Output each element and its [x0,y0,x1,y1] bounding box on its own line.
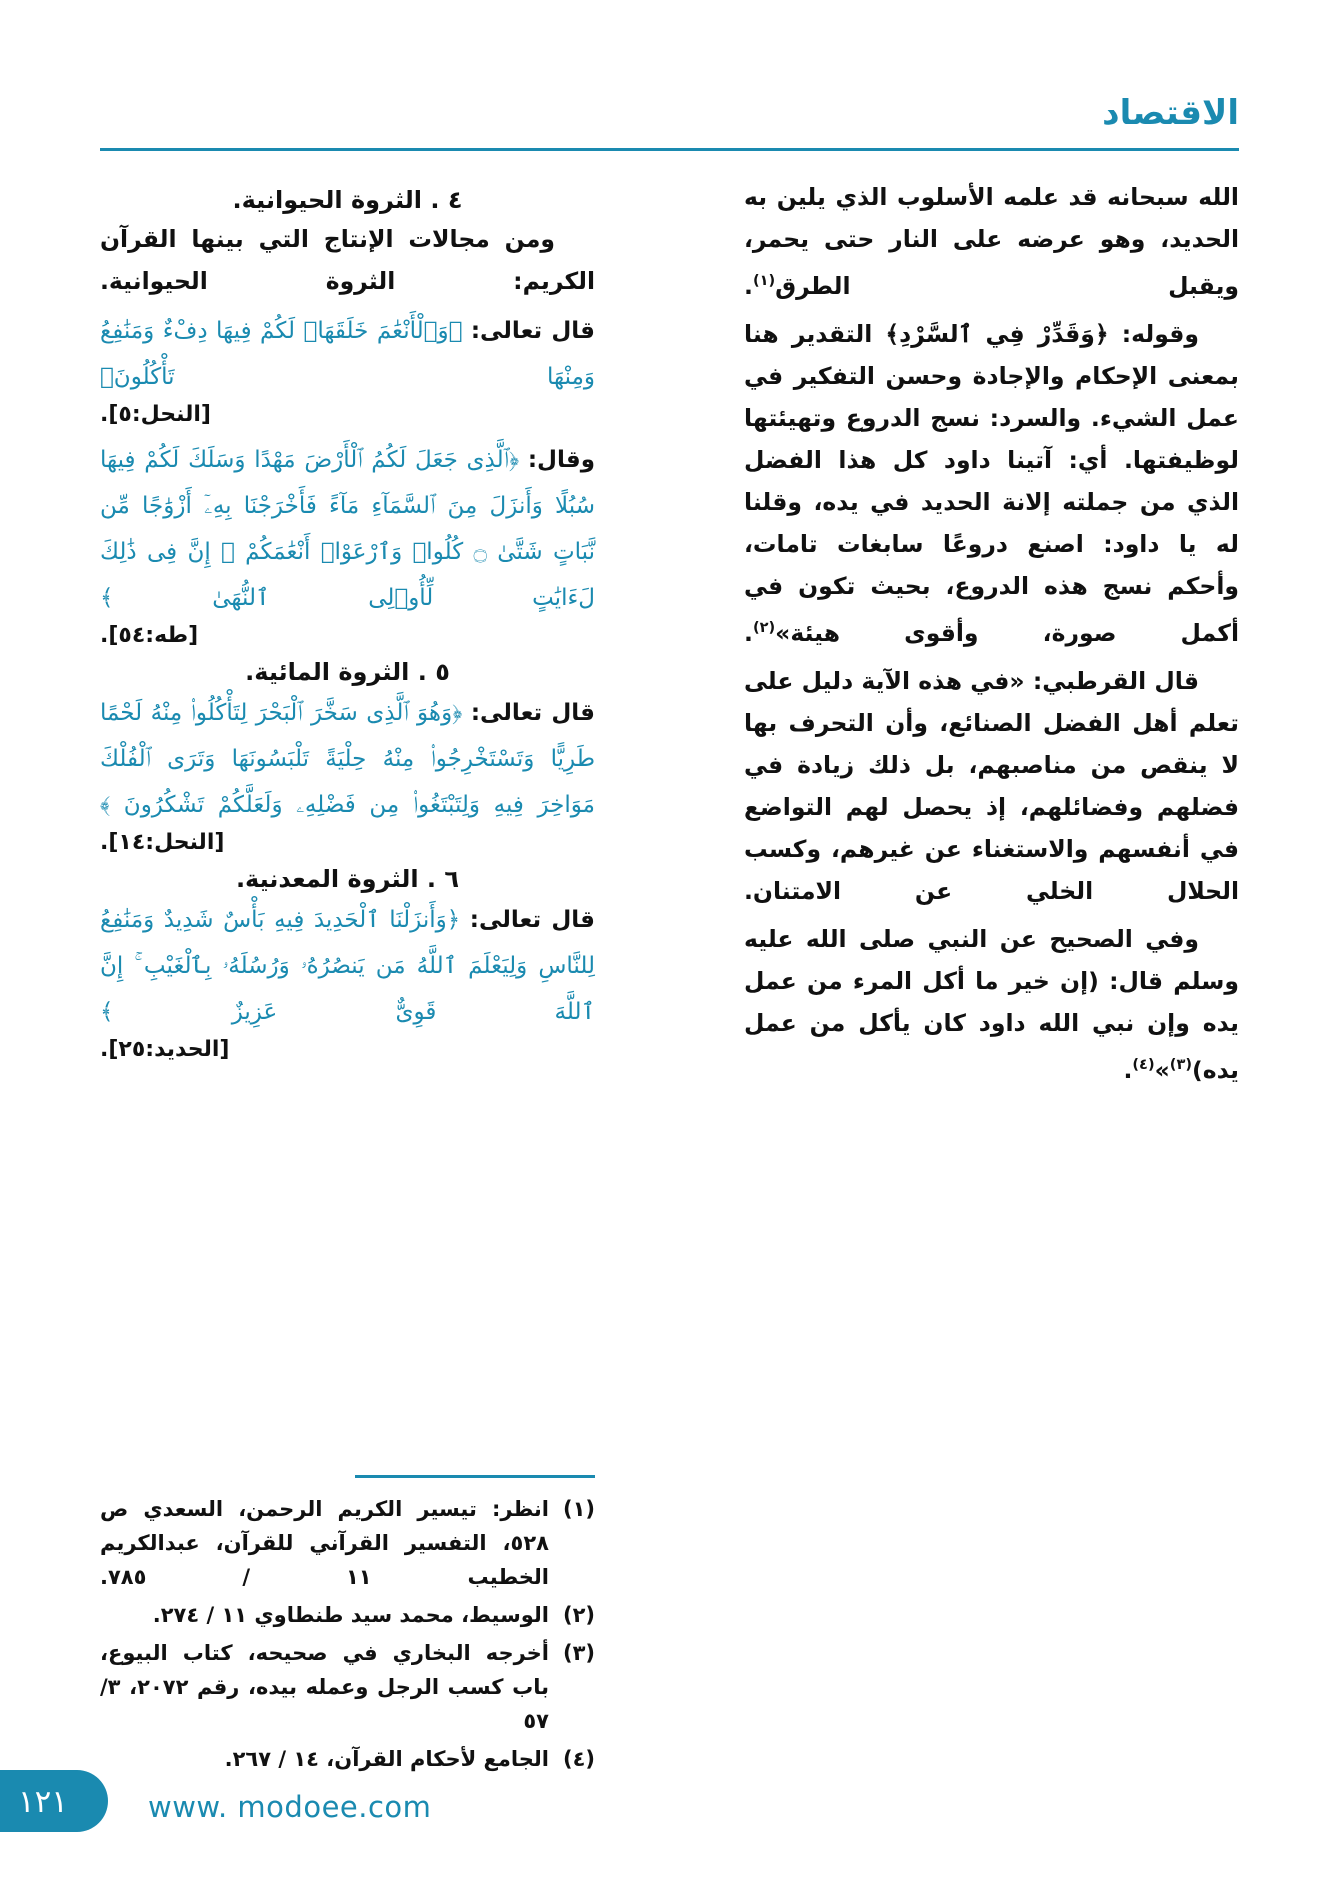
paragraph-4 [744,918,1239,1091]
section-heading-4: ٤ . الثروة الحيوانية. [232,186,463,214]
footnote-item [100,1492,595,1594]
footnote-text: أخرجه البخاري في صحيحه، كتاب البيوع، باب كسب الرجل وعمله بيده، رقم ٢٠٧٢، ٣/ ٥٧ [100,1641,549,1733]
page-header [100,93,1239,152]
footnote-text: الجامع لأحكام القرآن، ١٤ / ٢٦٧. [224,1747,549,1771]
section-4-intro: ومن مجالات الإنتاج التي بينها القرآن الكريم: الثروة الحيوانية. [100,225,595,295]
paragraph-4-tail: . [1123,1055,1133,1084]
two-column-body [100,176,1239,1606]
paragraph-1-text: الله سبحانه قد علمه الأسلوب الذي يلين به الحديد، وهو عرضه على النار حتى يحمر، ويقبل الطرق [744,183,1239,300]
footnote-marker-1: (١) [752,272,776,289]
ayah-3: ﴿وَهُوَ ٱلَّذِى سَخَّرَ ٱلْبَحْرَ لِتَأْكُلُوا۟ مِنْهُ لَحْمًا طَرِيًّا وَتَسْتَخْرِجُوا۟ مِنْهُ حِلْيَةً تَلْبَسُونَهَا وَتَرَى ٱلْفُلْكَ مَوَاخِرَ فِيهِ وَلِتَبْتَغُوا۟ مِن فَضْلِهِۦ وَلَعَلَّكُمْ تَشْكُرُونَ ﴾ [100,700,595,818]
quote-lead-3: قال تعالى: [470,700,595,726]
paragraph-1-tail: . [744,271,753,300]
footnotes-block [100,1475,595,1780]
ayah-4: ﴿وَأَنزَلْنَا ٱلْحَدِيدَ فِيهِ بَأْسٌ شَدِيدٌ وَمَنَٰفِعُ لِلنَّاسِ وَلِيَعْلَمَ ٱللَّهُ مَن يَنصُرُهُۥ وَرُسُلَهُۥ بِٱلْغَيْبِ ۚ إِنَّ ٱللَّهَ قَوِىٌّ عَزِيزٌ ﴾ [100,907,595,1025]
footnote-item [100,1598,595,1632]
footnote-item [100,1636,595,1738]
quran-quote-2 [100,437,595,621]
ayah-1: ﴿وَٱلْأَنْعَٰمَ خَلَقَهَاۗ لَكُمْ فِيهَا دِفْءٌ وَمَنَٰفِعُ وَمِنْهَا تَأْكُلُونَ﴾ [100,318,595,390]
paragraph-2 [744,313,1239,654]
quote-lead-4: قال تعالى: [469,907,595,933]
quote-lead-1: قال تعالى: [470,318,595,344]
column-left [100,176,595,1072]
section-heading-6: ٦ . الثروة المعدنية. [235,865,460,893]
page-title: الاقتصاد [1102,93,1239,133]
paragraph-1 [744,176,1239,307]
footnote-text: انظر: تيسير الكريم الرحمن، السعدي ص ٥٢٨، التفسير القرآني للقرآن، عبدالكريم الخطيب ١١ / ٧٨٥. [100,1497,549,1589]
ayah-ref-4: [الحديد:٢٥]. [100,1037,230,1062]
footnote-number: (٢) [562,1603,595,1627]
footnote-text: الوسيط، محمد سيد طنطاوي ١١ / ٢٧٤. [152,1603,549,1627]
site-url[interactable]: www. modoee.com [148,1790,432,1824]
paragraph-3 [744,660,1239,912]
quran-quote-3 [100,690,595,828]
paragraph-2-tail: . [744,618,753,647]
ayah-ref-3: [النحل:١٤]. [100,830,225,855]
quote-lead-2: وقال: [527,447,596,473]
footnote-marker-4: (٤) [1132,1055,1155,1073]
page-number: ١٢١ [18,1784,68,1820]
ayah-2: ﴿ٱلَّذِى جَعَلَ لَكُمُ ٱلْأَرْضَ مَهْدًا وَسَلَكَ لَكُمْ فِيهَا سُبُلًا وَأَنزَلَ مِنَ ٱلسَّمَآءِ مَآءً فَأَخْرَجْنَا بِهِۦٓ أَزْوَٰجًا مِّن نَّبَاتٍ شَتَّىٰ ۝ كُلُوا۟ وَٱرْعَوْا۟ أَنْعَٰمَكُمْ ۗ إِنَّ فِى ذَٰلِكَ لَءَايَٰتٍ لِّأُو۟لِى ٱلنُّهَىٰ ﴾ [100,447,595,611]
footnote-number: (٤) [562,1747,595,1771]
footnote-number: (٣) [562,1641,595,1665]
section-heading-5: ٥ . الثروة المائية. [245,658,450,686]
column-right [744,176,1239,1096]
paragraph-2-text: وقوله: ﴿وَقَدِّرْ فِي ٱلسَّرْدِ﴾ التقدير هنا بمعنى الإحكام والإجادة وحسن التفكير في عمل الشيء. والسرد: نسج الدروع وتهيئتها لوظيفتها. أي: آتينا داود كل هذا الفضل الذي من جملته إلانة الحديد في يده، وقلنا له يا داود: اصنع دروعًا سابغات تامات، وأحكم نسج هذه الدروع، بحيث تكون في أكمل صورة، وأقوى هيئة» [744,319,1239,647]
footnote-number: (١) [562,1497,595,1521]
ayah-ref-1: [النحل:٥]. [100,402,211,427]
paragraph-3-text: قال القرطبي: «في هذه الآية دليل على تعلم أهل الفضل الصنائع، وأن التحرف بها لا ينقص من مناصبهم، بل ذلك زيادة في فضلهم وفضائلهم، إذ يحصل لهم التواضع في أنفسهم والاستغناء عن غيرهم، وكسب الحلال الخلي عن الامتنان. [744,666,1239,905]
ayah-ref-2: [طه:٥٤]. [100,623,199,648]
footnote-divider [355,1475,595,1478]
quran-quote-4 [100,897,595,1035]
footnote-marker-2: (٢) [752,618,776,636]
paragraph-4-quote-close: » [1154,1055,1170,1084]
header-divider [100,148,1239,151]
page-footer [0,1770,1339,1890]
footnote-marker-3: (٣) [1169,1055,1192,1073]
paragraph-4-text: وفي الصحيح عن النبي صلى الله عليه وسلم قال: (إن خير ما أكل المرء من عمل يده وإن نبي الله داود كان يأكل من عمل يده) [744,924,1239,1084]
quran-quote-1 [100,308,595,400]
